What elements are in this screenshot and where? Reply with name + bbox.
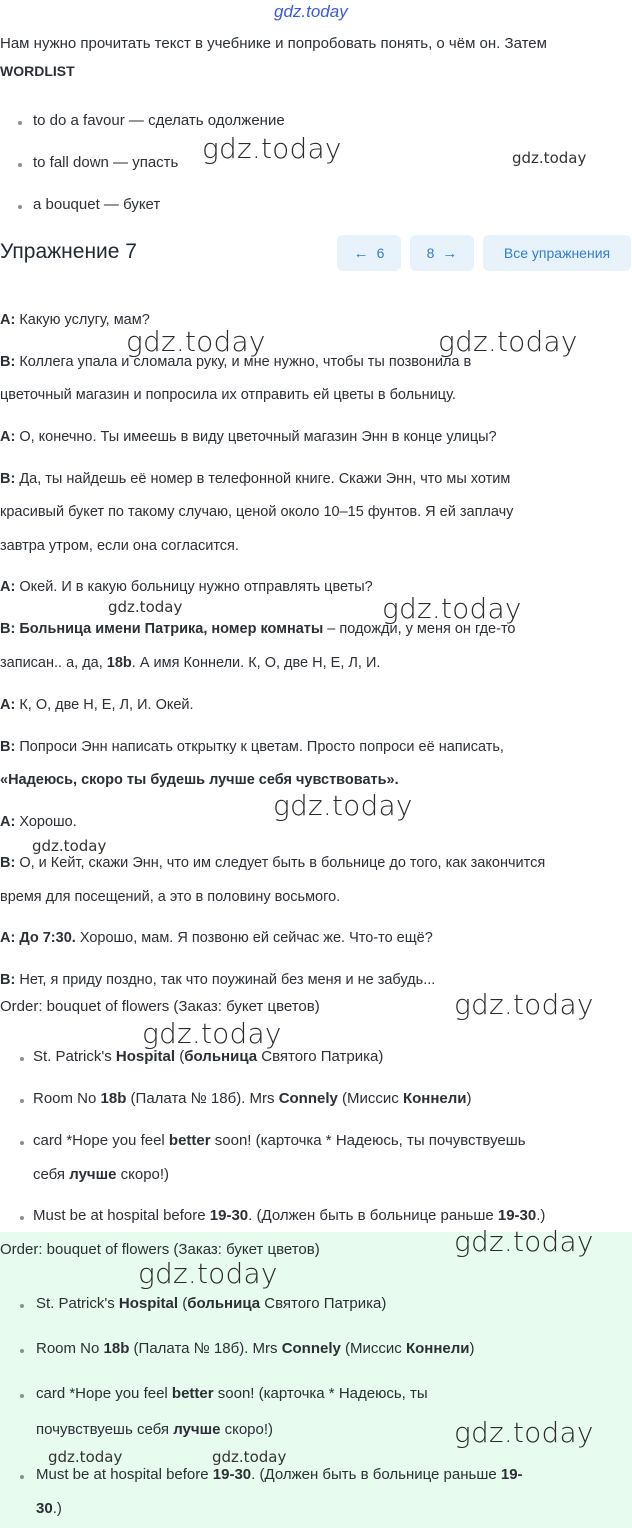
text-run: – подожди, у меня он где-то bbox=[323, 621, 516, 637]
watermark: gdz.today bbox=[454, 988, 594, 1021]
bullet-icon bbox=[20, 1475, 24, 1479]
text-run: Нет, я приду поздно, так что поужинай без меня и не забудь... bbox=[19, 972, 436, 988]
watermark: gdz.today bbox=[212, 1448, 287, 1466]
arrow-right-icon: → bbox=[442, 244, 458, 262]
text-run: ( bbox=[178, 1295, 188, 1312]
intro-text: Нам нужно прочитать текст в учебнике и попробовать понять, о чём он. Затем bbox=[0, 35, 547, 52]
speaker-label: B: bbox=[0, 354, 20, 370]
bold-text: 18b bbox=[103, 1340, 130, 1357]
list-item bbox=[36, 1466, 523, 1483]
text-run: Room No bbox=[33, 1090, 101, 1107]
watermark: gdz.today bbox=[438, 325, 578, 358]
bold-text: better bbox=[171, 1385, 214, 1402]
dialogue-line bbox=[0, 972, 435, 988]
speaker-label: A: bbox=[0, 697, 20, 713]
text-run: красивый букет по такому случаю, ценой около 10–15 фунтов. Я ей заплачу bbox=[0, 504, 514, 520]
watermark: gdz.today bbox=[142, 1017, 282, 1050]
dialogue-line bbox=[0, 504, 513, 520]
arrow-left-icon: ← bbox=[353, 244, 369, 262]
bold-text: Коннели bbox=[405, 1340, 470, 1357]
dialogue-line bbox=[0, 814, 77, 830]
speaker-label: A: bbox=[0, 579, 20, 595]
list-item bbox=[33, 1132, 526, 1149]
watermark: gdz.today bbox=[512, 149, 587, 167]
dialogue-line bbox=[0, 930, 433, 946]
text-run: Окей. И в какую больницу нужно отправлять цветы? bbox=[19, 579, 373, 595]
dialogue-line bbox=[0, 471, 510, 487]
list-item bbox=[33, 1166, 169, 1183]
dialogue-line bbox=[0, 739, 504, 755]
bold-text: До 7:30. bbox=[19, 930, 76, 946]
list-item bbox=[33, 1207, 545, 1224]
bullet-icon bbox=[20, 1349, 24, 1353]
text-run: Да, ты найдешь её номер в телефонной книге. Скажи Энн, что мы хотим bbox=[19, 471, 511, 487]
watermark: gdz.today bbox=[32, 837, 107, 855]
text-run: скоро!) bbox=[116, 1166, 170, 1183]
text-run: (Палата № 18б). Mrs bbox=[126, 1090, 279, 1107]
list-item: a bouquet — букет bbox=[33, 196, 161, 213]
dialogue-line bbox=[0, 855, 545, 871]
text-run: ) bbox=[466, 1090, 472, 1107]
text-run: Must be at hospital before bbox=[33, 1207, 210, 1224]
bold-text: больница bbox=[184, 1048, 258, 1065]
bold-text: 18b bbox=[100, 1090, 127, 1107]
dialogue-line bbox=[0, 889, 340, 905]
bold-text: better bbox=[168, 1132, 211, 1149]
watermark: gdz.today bbox=[454, 1416, 594, 1449]
bold-text: Connely bbox=[278, 1090, 338, 1107]
text-run: card *Hope you feel bbox=[36, 1385, 172, 1402]
bold-text: 19- bbox=[500, 1466, 523, 1483]
text-run: (Миссис bbox=[337, 1090, 403, 1107]
list-item: to do a favour — сделать одолжение bbox=[33, 112, 285, 129]
top-watermark: gdz.today bbox=[274, 2, 348, 21]
all-exercises-label: Все упражнения bbox=[503, 245, 611, 261]
text-run: Святого Патрика) bbox=[260, 1295, 387, 1312]
bullet-icon bbox=[20, 1216, 24, 1220]
list-item bbox=[33, 1048, 383, 1065]
bullet-icon bbox=[20, 1099, 24, 1103]
text-run: card *Hope you feel bbox=[33, 1132, 169, 1149]
text-run: себя bbox=[33, 1166, 70, 1183]
text-run: Попроси Энн написать открытку к цветам. Просто попроси её написать, bbox=[19, 739, 504, 755]
list-item bbox=[36, 1295, 386, 1312]
list-item bbox=[36, 1340, 475, 1357]
text-run: Room No bbox=[36, 1340, 104, 1357]
text-run: soon! (карточка * Надеюсь, ты bbox=[213, 1385, 428, 1402]
watermark: gdz.today bbox=[202, 132, 342, 165]
text-run: К, О, две Н, Е, Л, И. Окей. bbox=[19, 697, 194, 713]
list-item bbox=[36, 1500, 62, 1517]
dialogue-line bbox=[0, 697, 194, 713]
speaker-label: A: bbox=[0, 312, 20, 328]
text-run: ) bbox=[469, 1340, 475, 1357]
watermark: gdz.today bbox=[48, 1448, 123, 1466]
bullet-icon bbox=[20, 1394, 24, 1398]
bold-text: 19-30 bbox=[212, 1466, 252, 1483]
text-run: ( bbox=[175, 1048, 185, 1065]
bullet-icon bbox=[20, 1057, 24, 1061]
dialogue-line bbox=[0, 429, 497, 445]
speaker-label: B: bbox=[0, 471, 20, 487]
bold-text: 30 bbox=[36, 1500, 53, 1517]
bold-text: Hospital bbox=[118, 1295, 179, 1312]
bold-text: 19-30 bbox=[497, 1207, 537, 1224]
text-run: почувствуешь себя bbox=[36, 1421, 174, 1438]
bullet-icon bbox=[20, 1304, 24, 1308]
text-run: Хорошо, мам. Я позвоню ей сейчас же. Что-то ещё? bbox=[75, 930, 433, 946]
speaker-label: A: bbox=[0, 814, 20, 830]
speaker-label: A: bbox=[0, 930, 20, 946]
dialogue-line bbox=[0, 772, 399, 788]
text-run: . (Должен быть в больнице раньше bbox=[248, 1207, 498, 1224]
dialogue-line bbox=[0, 387, 456, 403]
text-run: . А имя Коннели. К, О, две Н, Е, Л, И. bbox=[131, 655, 381, 671]
text-run: St. Patrick's bbox=[36, 1295, 119, 1312]
text-run: . (Должен быть в больнице раньше bbox=[251, 1466, 501, 1483]
bold-text: больница bbox=[187, 1295, 261, 1312]
text-run: скоро!) bbox=[220, 1421, 274, 1438]
wordlist-title: WORDLIST bbox=[0, 63, 75, 79]
text-run: Хорошо. bbox=[19, 814, 77, 830]
watermark: gdz.today bbox=[273, 789, 413, 822]
speaker-label: B: bbox=[0, 855, 20, 871]
watermark: gdz.today bbox=[454, 1225, 594, 1258]
text-run: soon! (карточка * Надеюсь, ты почувствуешь bbox=[210, 1132, 526, 1149]
bold-text: 19-30 bbox=[209, 1207, 249, 1224]
list-item bbox=[33, 1090, 472, 1107]
text-run: Святого Патрика) bbox=[257, 1048, 384, 1065]
speaker-label: A: bbox=[0, 429, 20, 445]
dialogue-line bbox=[0, 655, 380, 671]
watermark: gdz.today bbox=[108, 598, 183, 616]
bold-text: 18b bbox=[106, 655, 132, 671]
text-run: время для посещений, а это в половину восьмого. bbox=[0, 889, 341, 905]
watermark: gdz.today bbox=[138, 1257, 278, 1290]
list-item bbox=[36, 1385, 428, 1402]
bold-text: Connely bbox=[281, 1340, 341, 1357]
text-run: .) bbox=[536, 1207, 546, 1224]
list-item: to fall down — упасть bbox=[33, 154, 179, 171]
speaker-label: B: bbox=[0, 621, 20, 637]
order-heading-highlighted: Order: bouquet of flowers (Заказ: букет цветов) bbox=[0, 1241, 320, 1258]
bold-text: лучше bbox=[173, 1421, 221, 1438]
all-exercises-button[interactable] bbox=[483, 235, 631, 271]
prev-exercise-button[interactable] bbox=[337, 235, 401, 271]
text-run: Must be at hospital before bbox=[36, 1466, 213, 1483]
text-run: цветочный магазин и попросила их отправить ей цветы в больницу. bbox=[0, 387, 456, 403]
text-run: Какую услугу, мам? bbox=[19, 312, 150, 328]
bold-text: «Надеюсь, скоро ты будешь лучше себя чувствовать». bbox=[0, 772, 399, 788]
bullet-icon bbox=[20, 1141, 24, 1145]
exercise-title: Упражнение 7 bbox=[0, 240, 137, 263]
next-exercise-button[interactable] bbox=[410, 235, 474, 271]
dialogue-line bbox=[0, 579, 373, 595]
bold-text: лучше bbox=[69, 1166, 117, 1183]
bold-text: Больница имени Патрика, номер комнаты bbox=[19, 621, 324, 637]
watermark: gdz.today bbox=[382, 592, 522, 625]
list-item bbox=[36, 1421, 273, 1438]
bullet-icon bbox=[18, 205, 22, 209]
order-heading: Order: bouquet of flowers (Заказ: букет цветов) bbox=[0, 998, 320, 1015]
text-run: .) bbox=[52, 1500, 62, 1517]
speaker-label: B: bbox=[0, 739, 20, 755]
text-run: завтра утром, если она согласится. bbox=[0, 538, 239, 554]
bullet-icon bbox=[18, 163, 22, 167]
text-run: О, конечно. Ты имеешь в виду цветочный магазин Энн в конце улицы? bbox=[19, 429, 497, 445]
text-run: О, и Кейт, скажи Энн, что им следует быть в больнице до того, как закончится bbox=[19, 855, 546, 871]
text-run: записан.. а, да, bbox=[0, 655, 107, 671]
bullet-icon bbox=[18, 121, 22, 125]
next-exercise-label: 8 bbox=[426, 245, 435, 261]
text-run: St. Patrick's bbox=[33, 1048, 116, 1065]
text-run: (Палата № 18б). Mrs bbox=[129, 1340, 282, 1357]
prev-exercise-label: 6 bbox=[376, 245, 385, 261]
bold-text: Hospital bbox=[115, 1048, 176, 1065]
highlighted-answer-block bbox=[0, 1232, 632, 1528]
dialogue-line bbox=[0, 538, 239, 554]
speaker-label: B: bbox=[0, 972, 20, 988]
bold-text: Коннели bbox=[402, 1090, 467, 1107]
watermark: gdz.today bbox=[126, 325, 266, 358]
text-run: Коллега упала и сломала руку, и мне нужно, чтобы ты позвонила в bbox=[19, 354, 472, 370]
text-run: (Миссис bbox=[340, 1340, 406, 1357]
